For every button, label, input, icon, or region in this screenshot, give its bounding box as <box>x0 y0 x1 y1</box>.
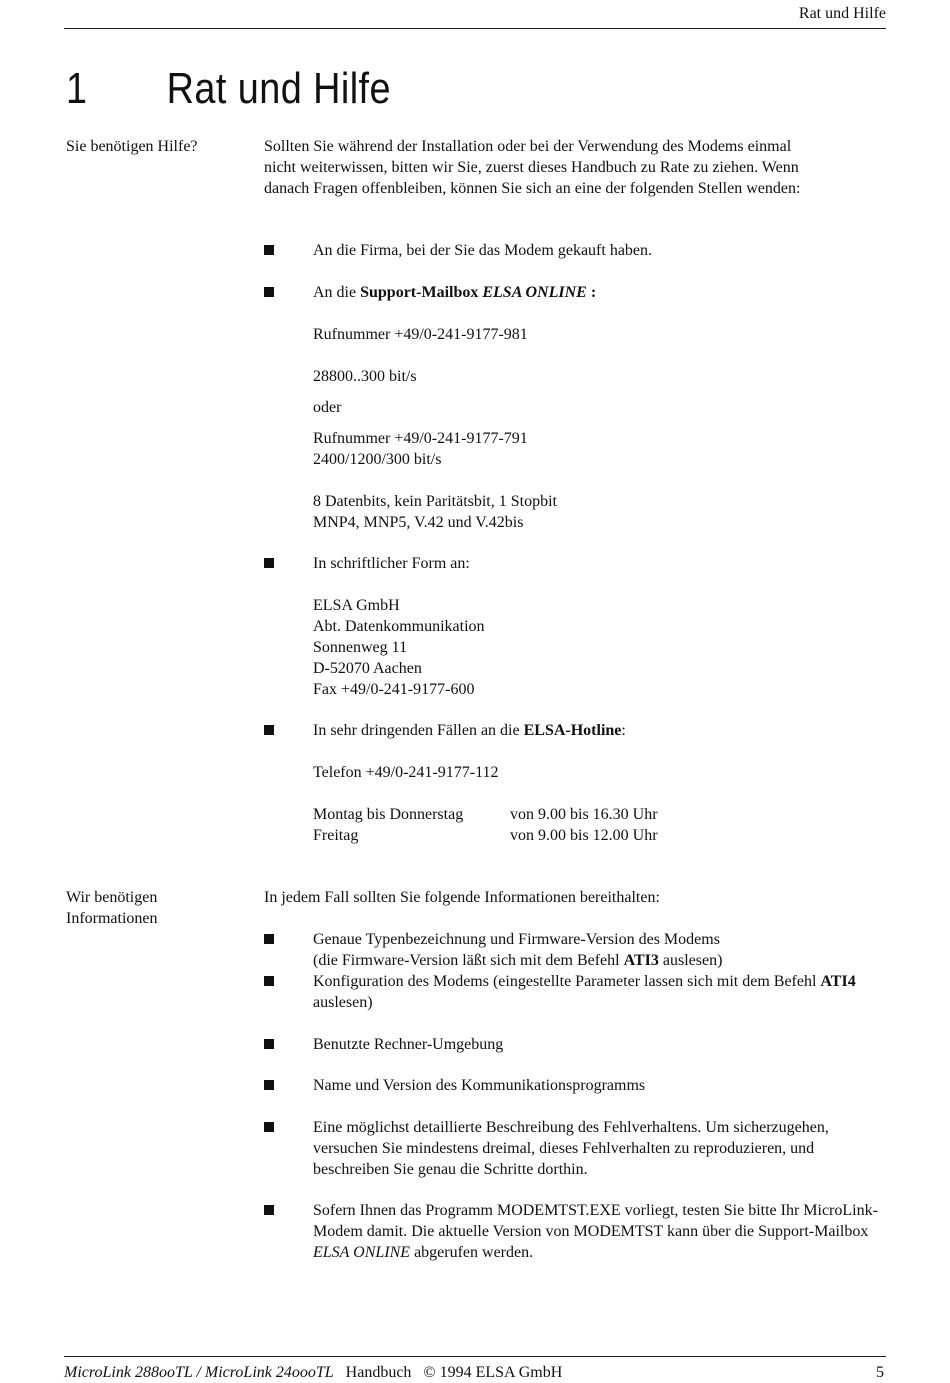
running-header <box>64 4 886 29</box>
bullet-icon <box>264 553 278 574</box>
hours-day-1: Montag bis Donnerstag <box>313 806 464 823</box>
type-line-2-pre: (die Firmware-Version läßt sich mit dem Befehl <box>313 952 624 969</box>
info-item-environment: Benutzte Rechner-Umgebung <box>313 1036 504 1053</box>
hotline-colon: : <box>621 722 626 739</box>
mailbox-name: ELSA ONLINE <box>482 284 587 301</box>
margin-label-info-line-1: Wir benötigen <box>66 889 158 906</box>
chapter-number: 1 <box>66 64 88 113</box>
mailbox-oder: oder <box>313 399 342 416</box>
mailbox-label: Support-Mailbox <box>360 284 479 301</box>
info-item-description: Eine möglichst detaillierte Beschreibung des Fehlverhaltens. Um sicherzugehen, versuchen Sie mindestens dreimal, dieses Fehlverhalten zu reproduzieren, und beschreiben Sie genau die Schritte dorthin. <box>313 1119 829 1178</box>
bullet-icon <box>264 240 278 261</box>
command-ati4: ATI4 <box>820 973 856 990</box>
help-intro: Sollten Sie während der Installation oder bei der Verwendung des Modems einmal nicht weiterwissen, bitten wir Sie, zuerst dieses Handbuch zu Rate zu ziehen. Wenn danach Fragen offenbleiben, können Sie sich an eine der folgenden Stellen wenden: <box>264 138 801 197</box>
page-footer <box>64 1356 886 1383</box>
hours-time-2: von 9.00 bis 12.00 Uhr <box>510 827 658 844</box>
bullet-icon <box>264 1034 278 1055</box>
info-item-type-line-1: Genaue Typenbezeichnung und Firmware-Version des Modems <box>313 931 720 948</box>
bullet-icon <box>264 929 278 950</box>
help-item-letter: In schriftlicher Form an: <box>313 555 470 572</box>
config-pre: Konfiguration des Modems (eingestellte Parameter lassen sich mit dem Befehl <box>313 973 821 990</box>
mailbox-speed-1: 28800..300 bit/s <box>313 368 417 385</box>
mailbox-prefix: An die <box>313 284 361 301</box>
info-intro: In jedem Fall sollten Sie folgende Informationen bereithalten: <box>264 889 660 906</box>
info-item-modemtst <box>313 1200 888 1263</box>
running-title: Rat und Hilfe <box>798 5 886 22</box>
bullet-icon <box>264 282 278 303</box>
config-post: auslesen) <box>313 994 373 1011</box>
footer-copyright: Handbuch © 1994 ELSA GmbH <box>345 1364 563 1381</box>
info-item-type <box>313 929 888 971</box>
footer-product: MicroLink 288ooTL / MicroLink 24oooTL <box>64 1364 334 1381</box>
hours-row-2 <box>313 825 888 846</box>
address-line-2: Abt. Datenkommunikation <box>313 618 485 635</box>
command-ati3: ATI3 <box>623 952 659 969</box>
chapter-heading <box>66 62 391 116</box>
hotline-prefix: In sehr dringenden Fällen an die <box>313 722 524 739</box>
bullet-icon <box>264 1075 278 1096</box>
hotline-phone: Telefon +49/0-241-9177-112 <box>313 764 499 781</box>
address-line-3: Sonnenweg 11 <box>313 639 408 656</box>
bullet-icon <box>264 720 278 741</box>
hotline-details <box>313 762 888 846</box>
address-line-1: ELSA GmbH <box>313 597 400 614</box>
info-item-config <box>313 971 888 1013</box>
address-block <box>313 595 888 700</box>
type-line-2-post: auslesen) <box>658 952 723 969</box>
hotline-label: ELSA-Hotline <box>523 722 622 739</box>
address-fax: Fax +49/0-241-9177-600 <box>313 681 475 698</box>
page-number: 5 <box>876 1364 884 1381</box>
margin-label-info-line-2: Informationen <box>66 910 158 927</box>
info-item-software: Name und Version des Kommunikationsprogramms <box>313 1077 646 1094</box>
hours-day-2: Freitag <box>313 827 359 844</box>
hours-row-1 <box>313 804 888 825</box>
bullet-icon <box>264 971 278 992</box>
mailbox-colon: : <box>586 284 597 301</box>
mailbox-phone-1: Rufnummer +49/0-241-9177-981 <box>313 326 528 343</box>
help-item-hotline <box>313 720 888 741</box>
margin-label-help: Sie benötigen Hilfe? <box>66 138 198 155</box>
mailbox-speed-2: 2400/1200/300 bit/s <box>313 451 442 468</box>
mailbox-params-1: 8 Datenbits, kein Paritätsbit, 1 Stopbit <box>313 493 557 510</box>
chapter-title: Rat und Hilfe <box>166 64 391 113</box>
mailbox-params-2: MNP4, MNP5, V.42 und V.42bis <box>313 514 524 531</box>
info-item-type-line-2 <box>313 950 888 971</box>
hours-time-1: von 9.00 bis 16.30 Uhr <box>510 806 658 823</box>
bullet-icon <box>264 1200 278 1221</box>
help-item-dealer: An die Firma, bei der Sie das Modem gekauft haben. <box>313 242 653 259</box>
margin-label-info <box>66 887 246 929</box>
help-item-mailbox <box>313 282 888 303</box>
bullet-icon <box>264 1117 278 1138</box>
address-line-4: D-52070 Aachen <box>313 660 422 677</box>
modemtst-mailbox: ELSA ONLINE <box>313 1244 411 1261</box>
modemtst-post: abgerufen werden. <box>410 1244 534 1261</box>
mailbox-details <box>313 324 888 533</box>
mailbox-phone-2: Rufnummer +49/0-241-9177-791 <box>313 430 528 447</box>
modemtst-pre: Sofern Ihnen das Programm MODEMTST.EXE vorliegt, testen Sie bitte Ihr MicroLink-Modem damit. Die aktuelle Version von MODEMTST kann über die Support-Mailbox <box>313 1202 878 1240</box>
